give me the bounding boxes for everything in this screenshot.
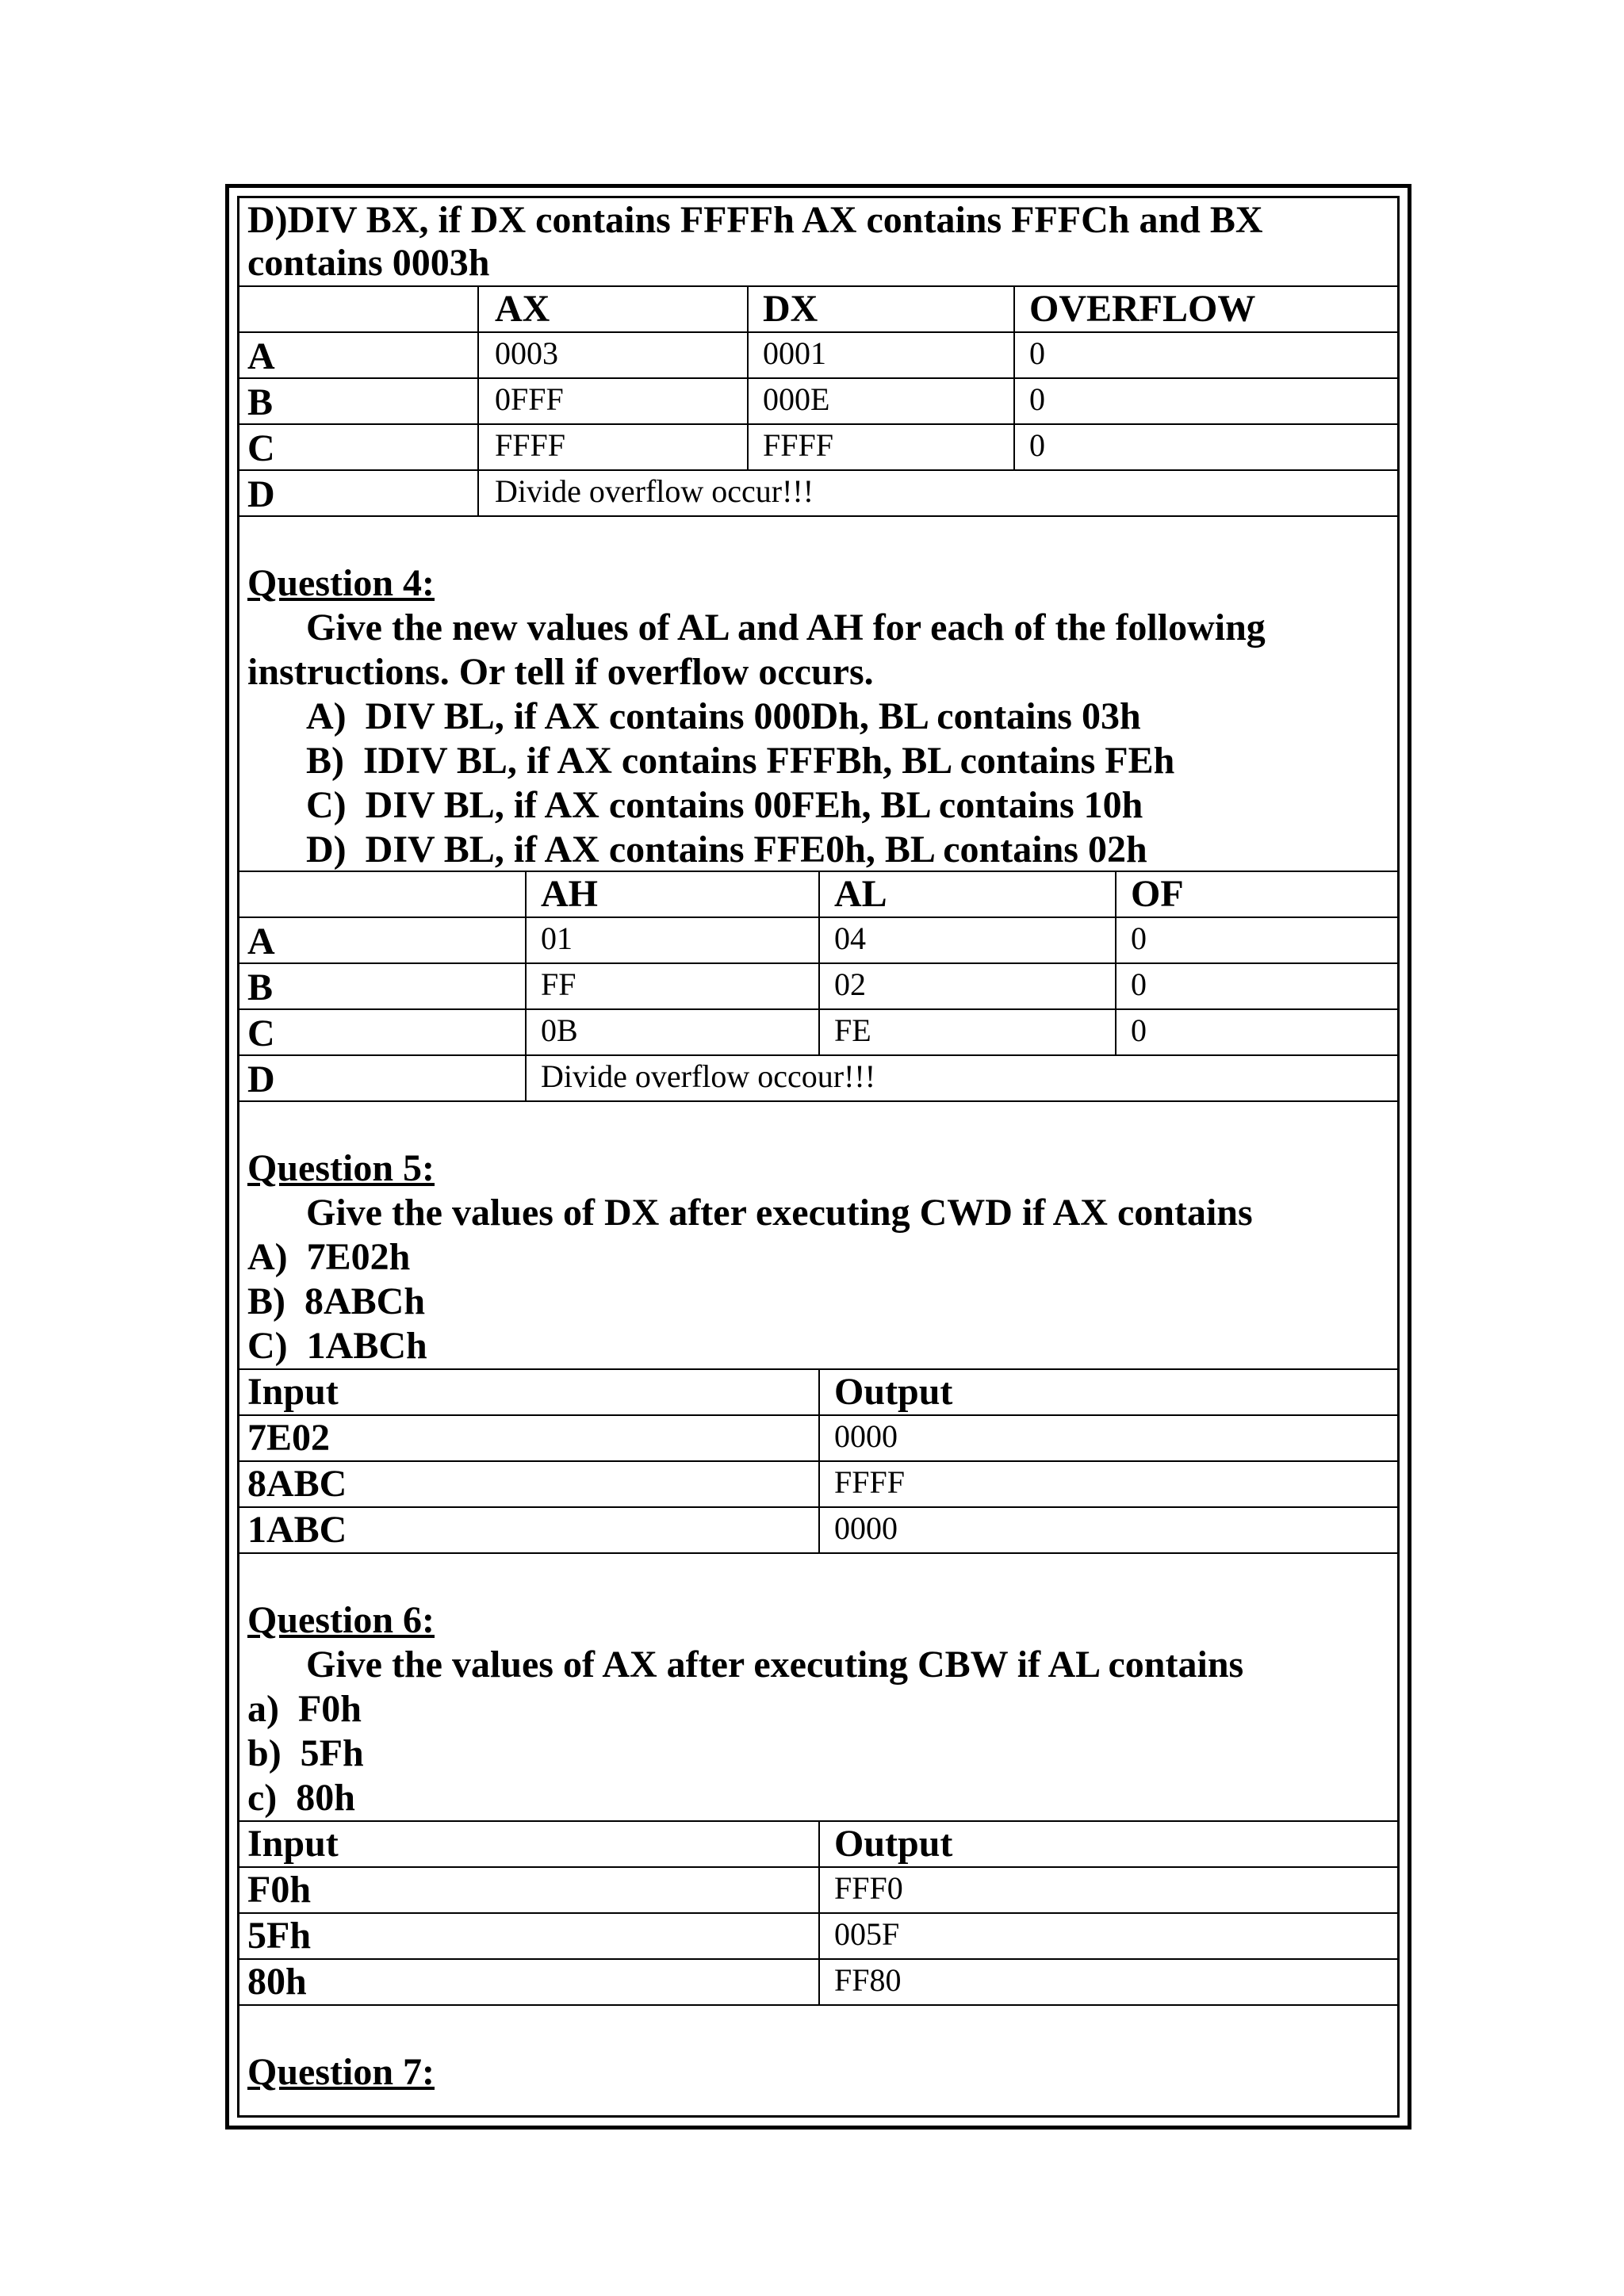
q6-item: a) F0h — [247, 1688, 362, 1730]
q6-heading: Question 6: — [247, 1599, 435, 1641]
q3d-title-line2: contains 0003h — [247, 242, 490, 284]
q5-output-cell: FFFF — [834, 1464, 905, 1500]
q4-cell: FF — [541, 966, 576, 1002]
q5-header-input: Input — [247, 1371, 339, 1413]
q3d-header-overflow: OVERFLOW — [1029, 288, 1256, 330]
q6-output-cell: FFF0 — [834, 1870, 903, 1906]
q5-input-cell: 8ABC — [247, 1463, 347, 1505]
q5-item: B) 8ABCh — [247, 1280, 426, 1322]
q3d-cell: FFFF — [763, 427, 833, 463]
q4-item: C) DIV BL, if AX contains 00FEh, BL contains 10h — [306, 784, 1143, 826]
q5-output-cell: 0000 — [834, 1418, 898, 1454]
q3d-cell: 0 — [1029, 381, 1045, 417]
q4-cell: 01 — [541, 920, 573, 956]
q6-input-cell: 5Fh — [247, 1915, 312, 1957]
q4-header-ah: AH — [541, 873, 598, 915]
q5-input-cell: 7E02 — [247, 1417, 331, 1459]
q6-header-input: Input — [247, 1823, 339, 1865]
q4-cell: 0 — [1131, 1012, 1147, 1048]
q4-intro-line1: Give the new values of AL and AH for each of the following — [306, 607, 1266, 649]
q5-item: C) 1ABCh — [247, 1325, 427, 1367]
q6-input-cell: F0h — [247, 1869, 312, 1911]
q4-cell: 02 — [834, 966, 866, 1002]
q4-item: D) DIV BL, if AX contains FFE0h, BL contains 02h — [306, 828, 1147, 871]
q3d-cell: 0FFF — [495, 381, 564, 417]
q6-input-cell: 80h — [247, 1961, 307, 2003]
q5-output-cell: 0000 — [834, 1510, 898, 1546]
q4-intro-line2: instructions. Or tell if overflow occurs. — [247, 651, 874, 693]
q4-item: A) DIV BL, if AX contains 000Dh, BL contains 03h — [306, 695, 1141, 737]
q6-item: c) 80h — [247, 1777, 355, 1819]
q6-item: b) 5Fh — [247, 1732, 364, 1774]
q4-cell: FE — [834, 1012, 871, 1048]
q6-output-cell: FF80 — [834, 1962, 902, 1998]
q3d-row-label: D — [247, 473, 275, 515]
q4-header-of: OF — [1131, 873, 1184, 915]
q4-row-label: A — [247, 920, 275, 962]
q4-row-label: D — [247, 1058, 275, 1100]
q3d-overflow-note: Divide overflow occur!!! — [495, 473, 814, 509]
q3d-cell: 0 — [1029, 427, 1045, 463]
q5-heading: Question 5: — [247, 1147, 435, 1189]
q3d-cell: 000E — [763, 381, 830, 417]
q5-input-cell: 1ABC — [247, 1509, 347, 1551]
q3d-header-dx: DX — [763, 288, 818, 330]
q4-cell: 0 — [1131, 966, 1147, 1002]
q3d-cell: FFFF — [495, 427, 565, 463]
q5-intro: Give the values of DX after executing CWD if AX contains — [306, 1192, 1253, 1234]
q4-item: B) IDIV BL, if AX contains FFFBh, BL contains FEh — [306, 740, 1175, 782]
q4-cell: 0 — [1131, 920, 1147, 956]
q4-header-al: AL — [834, 873, 887, 915]
q3d-row-label: C — [247, 427, 275, 469]
q4-cell: 0B — [541, 1012, 578, 1048]
content-box — [237, 196, 1400, 2118]
q4-cell: 04 — [834, 920, 866, 956]
q3d-title-line1: D)DIV BX, if DX contains FFFFh AX contains FFFCh and BX — [247, 199, 1263, 241]
q4-row-label: B — [247, 966, 274, 1008]
q4-row-label: C — [247, 1012, 275, 1054]
q3d-row-label: B — [247, 381, 274, 423]
q4-overflow-note: Divide overflow occour!!! — [541, 1058, 876, 1094]
q6-output-cell: 005F — [834, 1916, 900, 1952]
q3d-cell: 0001 — [763, 335, 826, 371]
q3d-cell: 0 — [1029, 335, 1045, 371]
q3d-header-ax: AX — [495, 288, 550, 330]
page-frame — [225, 184, 1411, 2130]
q6-intro: Give the values of AX after executing CBW if AL contains — [306, 1644, 1244, 1686]
q3d-cell: 0003 — [495, 335, 558, 371]
q3d-row-label: A — [247, 335, 275, 377]
q4-heading: Question 4: — [247, 562, 435, 604]
q5-item: A) 7E02h — [247, 1236, 411, 1278]
q7-heading: Question 7: — [247, 2051, 435, 2093]
q6-header-output: Output — [834, 1823, 953, 1865]
q5-header-output: Output — [834, 1371, 953, 1413]
